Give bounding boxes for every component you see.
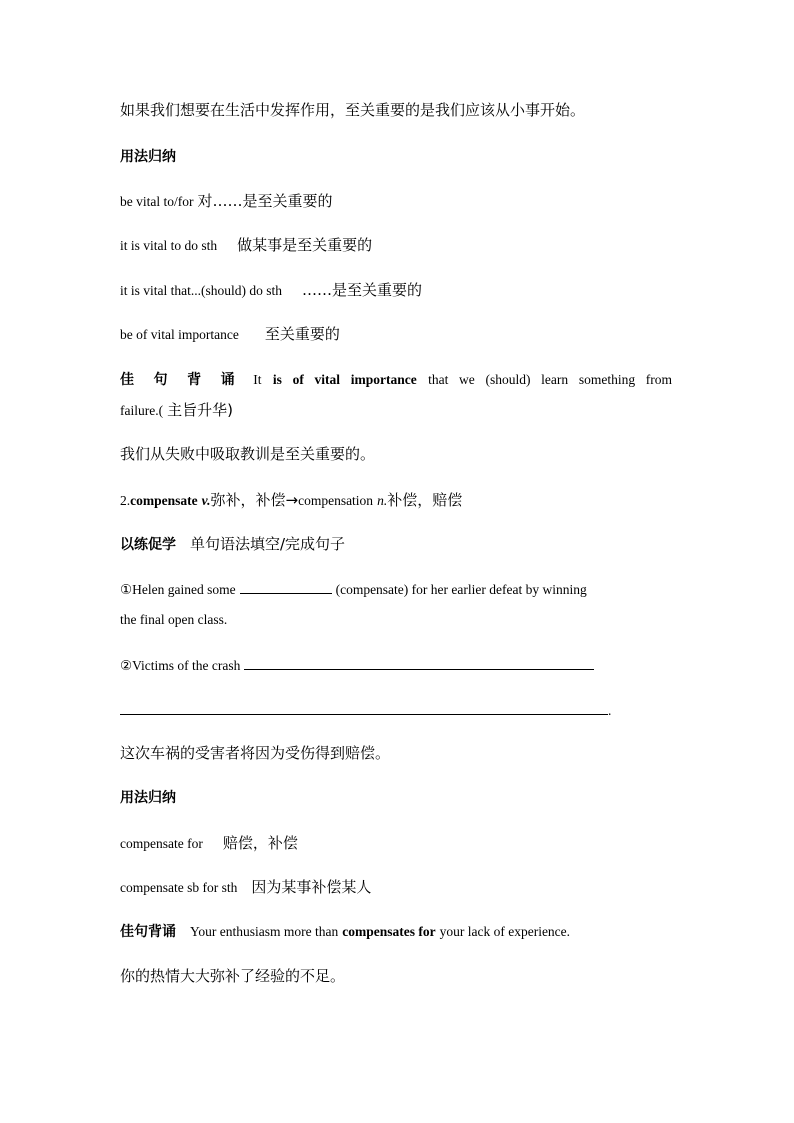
usage-meaning: 做某事是至关重要的 [237,236,373,254]
question-2-cont [120,700,611,721]
example-label: 佳句背诵 [120,924,176,940]
usage-meaning: 对……是至关重要的 [197,192,333,210]
entry-word: compensate [130,493,198,508]
example-note: 主旨升华) [167,401,233,419]
usage-item [120,280,422,301]
entry-number: 2. [120,493,131,508]
example-text: that we (should) learn something from [428,372,673,387]
entry-derivative-pos: n. [377,493,388,508]
entry-derivative-meaning: 补偿，赔偿 [387,491,463,509]
example-text: failure.( [120,403,164,418]
usage-phrase: compensate for [120,836,203,851]
question-1 [120,579,587,600]
question-2 [120,655,594,676]
practice-instruction: 单句语法填空/完成句子 [190,535,346,553]
usage-meaning: ……是至关重要的 [302,281,423,299]
usage-phrase: it is vital to do sth [120,238,218,253]
example-text: It [253,372,262,387]
vocab-entry [120,490,462,511]
example-translation: 我们从失败中吸取教训是至关重要的。 [120,445,376,463]
practice-label: 以练促学 [120,537,176,553]
question-text: ①Helen gained some [120,582,236,597]
answer-blank[interactable] [240,579,332,594]
usage-item [120,235,372,256]
usage-phrase: be vital to/for [120,194,194,209]
practice-heading [120,534,345,555]
question-translation: 这次车祸的受害者将因为受伤得到赔偿。 [120,744,391,762]
question-1-cont: the final open class. [120,612,228,627]
entry-derivative: compensation [298,493,374,508]
usage-phrase: compensate sb for sth [120,880,238,895]
usage-item [120,324,340,345]
example-text: Your enthusiasm more than [190,924,339,939]
usage-phrase: it is vital that...(should) do sth [120,283,282,298]
entry-pos: v. [201,493,211,508]
example-sentence [120,922,570,942]
example-highlight: is of vital importance [272,372,417,387]
usage-heading: 用法归纳 [120,790,176,806]
question-end: . [608,703,612,718]
entry-meaning: 弥补，补偿→ [210,491,299,509]
example-label: 佳 句 背 诵 [120,372,242,388]
example-sentence-cont [120,400,233,421]
sentence-translation: 如果我们想要在生活中发挥作用，至关重要的是我们应该从小事开始。 [120,101,586,119]
usage-item [120,877,371,898]
example-translation: 你的热情大大弥补了经验的不足。 [120,967,346,985]
usage-item [120,833,298,854]
usage-meaning: 赔偿，补偿 [222,834,298,852]
example-sentence [120,370,672,390]
question-text: (compensate) for her earlier defeat by winning [335,582,587,597]
usage-meaning: 至关重要的 [264,325,340,343]
usage-phrase: be of vital importance [120,327,239,342]
usage-item [120,191,333,212]
question-text: ②Victims of the crash [120,658,241,673]
answer-blank[interactable] [244,655,594,670]
usage-heading: 用法归纳 [120,149,176,165]
example-text: your lack of experience. [439,924,571,939]
example-highlight: compensates for [342,924,436,939]
usage-meaning: 因为某事补偿某人 [251,878,372,896]
answer-blank[interactable] [120,700,608,715]
